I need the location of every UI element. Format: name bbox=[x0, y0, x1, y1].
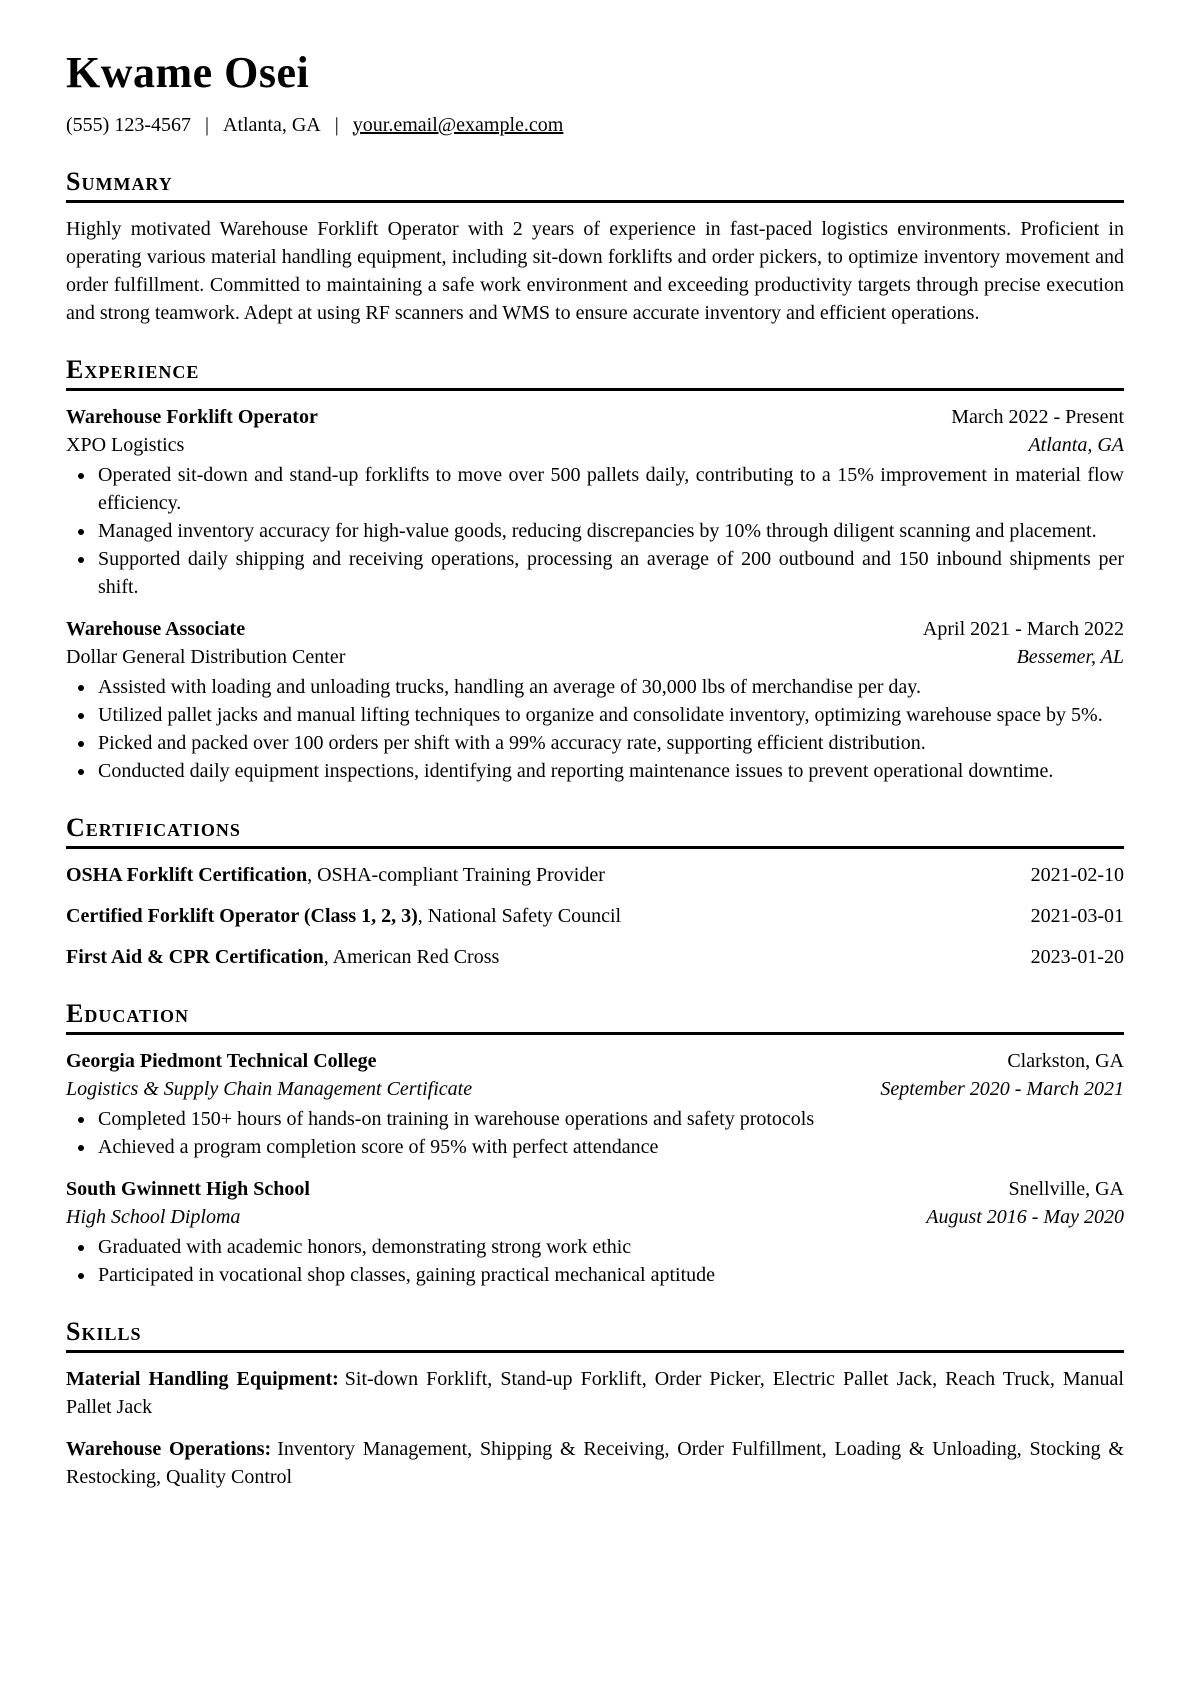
job-bullet-list bbox=[66, 461, 1124, 601]
job-company-row bbox=[66, 431, 1124, 459]
certification-text bbox=[66, 943, 499, 971]
bullet-item: • Assisted with loading and unloading trucks, handling an average of 30,000 lbs of merchandise per day. bbox=[96, 673, 1124, 701]
bullet-item: • Conducted daily equipment inspections, identifying and reporting maintenance issues to prevent operational downtime. bbox=[96, 757, 1124, 785]
job-title-row bbox=[66, 403, 1124, 431]
skill-group-label: Material Handling Equipment: bbox=[66, 1367, 339, 1390]
bullet-item: • Graduated with academic honors, demonstrating strong work ethic bbox=[96, 1233, 1124, 1261]
job-entry bbox=[66, 403, 1124, 601]
skill-group bbox=[66, 1435, 1124, 1491]
skill-group bbox=[66, 1365, 1124, 1421]
email-link[interactable]: your.email@example.com bbox=[352, 113, 564, 136]
bullet-item: • Achieved a program completion score of 95% with perfect attendance bbox=[96, 1133, 1124, 1161]
school-location: Snellville, GA bbox=[1008, 1177, 1124, 1200]
job-entry bbox=[66, 615, 1124, 785]
school-bullet-list bbox=[66, 1233, 1124, 1289]
certification-text bbox=[66, 861, 605, 889]
certification-row bbox=[66, 902, 1124, 930]
certification-name: First Aid & CPR Certification bbox=[66, 945, 324, 968]
section-education bbox=[66, 999, 1124, 1289]
job-dates: March 2022 - Present bbox=[951, 405, 1124, 428]
skill-group-label: Warehouse Operations: bbox=[66, 1437, 272, 1460]
school-title-row bbox=[66, 1175, 1124, 1203]
school-dates: August 2016 - May 2020 bbox=[926, 1205, 1124, 1228]
certification-date: 2023-01-20 bbox=[1030, 945, 1124, 968]
section-title-skills: Skills bbox=[66, 1317, 1124, 1353]
job-location: Atlanta, GA bbox=[1028, 433, 1124, 456]
certification-name: OSHA Forklift Certification bbox=[66, 863, 308, 886]
school-entry bbox=[66, 1047, 1124, 1161]
certification-date: 2021-03-01 bbox=[1030, 904, 1124, 927]
certification-row bbox=[66, 861, 1124, 889]
job-title: Warehouse Associate bbox=[66, 617, 246, 640]
school-title-row bbox=[66, 1047, 1124, 1075]
school-name: South Gwinnett High School bbox=[66, 1177, 310, 1200]
resume-header bbox=[66, 48, 1124, 139]
certification-text bbox=[66, 902, 621, 930]
section-summary bbox=[66, 167, 1124, 327]
school-bullet-list bbox=[66, 1105, 1124, 1161]
job-company-row bbox=[66, 643, 1124, 671]
job-title: Warehouse Forklift Operator bbox=[66, 405, 318, 428]
bullet-item: • Operated sit-down and stand-up forklifts to move over 500 pallets daily, contributing to a 15% improvement in material flow efficiency. bbox=[96, 461, 1124, 517]
school-name: Georgia Piedmont Technical College bbox=[66, 1049, 377, 1072]
school-degree: High School Diploma bbox=[66, 1205, 241, 1228]
job-title-row bbox=[66, 615, 1124, 643]
contact-line bbox=[66, 111, 1124, 139]
school-location: Clarkston, GA bbox=[1007, 1049, 1124, 1072]
certification-name: Certified Forklift Operator (Class 1, 2, 3) bbox=[66, 904, 418, 927]
certification-row bbox=[66, 943, 1124, 971]
certification-date: 2021-02-10 bbox=[1030, 863, 1124, 886]
contact-separator: | bbox=[204, 113, 209, 136]
contact-separator: | bbox=[334, 113, 339, 136]
school-degree: Logistics & Supply Chain Management Certificate bbox=[66, 1077, 473, 1100]
certification-issuer: , American Red Cross bbox=[323, 945, 500, 968]
location-text: Atlanta, GA bbox=[223, 113, 321, 136]
bullet-item: • Utilized pallet jacks and manual lifting techniques to organize and consolidate inventory, optimizing warehouse space by 5%. bbox=[96, 701, 1124, 729]
job-company: Dollar General Distribution Center bbox=[66, 645, 346, 668]
job-location: Bessemer, AL bbox=[1016, 645, 1124, 668]
school-degree-row bbox=[66, 1075, 1124, 1103]
phone-number: (555) 123-4567 bbox=[66, 113, 191, 136]
section-title-education: Education bbox=[66, 999, 1124, 1035]
school-dates: September 2020 - March 2021 bbox=[880, 1077, 1124, 1100]
section-skills bbox=[66, 1317, 1124, 1491]
job-company: XPO Logistics bbox=[66, 433, 185, 456]
section-title-experience: Experience bbox=[66, 355, 1124, 391]
section-title-certifications: Certifications bbox=[66, 813, 1124, 849]
bullet-item: • Picked and packed over 100 orders per shift with a 99% accuracy rate, supporting efficient distribution. bbox=[96, 729, 1124, 757]
person-name: Kwame Osei bbox=[66, 48, 310, 97]
summary-paragraph: Highly motivated Warehouse Forklift Operator with 2 years of experience in fast-paced logistics environments. Proficient in operating various material handling equipment, including sit-down forklifts and order pickers, to optimize inventory movement and order fulfillment. Committed to maintaining a safe work environment and exceeding productivity targets through precise execution and strong teamwork. Adept at using RF scanners and WMS to ensure accurate inventory and efficient operations. bbox=[66, 217, 1124, 324]
certification-issuer: , National Safety Council bbox=[417, 904, 622, 927]
job-dates: April 2021 - March 2022 bbox=[922, 617, 1124, 640]
skill-group-items: Inventory Management, Shipping & Receiving, Order Fulfillment, Loading & Unloading, Stocking & Restocking, Quality Control bbox=[66, 1437, 1124, 1488]
section-title-summary: Summary bbox=[66, 167, 1124, 203]
school-degree-row bbox=[66, 1203, 1124, 1231]
bullet-item: • Managed inventory accuracy for high-value goods, reducing discrepancies by 10% through diligent scanning and placement. bbox=[96, 517, 1124, 545]
job-bullet-list bbox=[66, 673, 1124, 785]
certification-issuer: , OSHA-compliant Training Provider bbox=[307, 863, 605, 886]
bullet-item: • Supported daily shipping and receiving operations, processing an average of 200 outbound and 150 inbound shipments per shift. bbox=[96, 545, 1124, 601]
skill-group-items: Sit-down Forklift, Stand-up Forklift, Order Picker, Electric Pallet Jack, Reach Truck, Manual Pallet Jack bbox=[66, 1367, 1124, 1418]
school-entry bbox=[66, 1175, 1124, 1289]
section-experience bbox=[66, 355, 1124, 785]
bullet-item: • Completed 150+ hours of hands-on training in warehouse operations and safety protocols bbox=[96, 1105, 1124, 1133]
section-certifications bbox=[66, 813, 1124, 971]
bullet-item: • Participated in vocational shop classes, gaining practical mechanical aptitude bbox=[96, 1261, 1124, 1289]
